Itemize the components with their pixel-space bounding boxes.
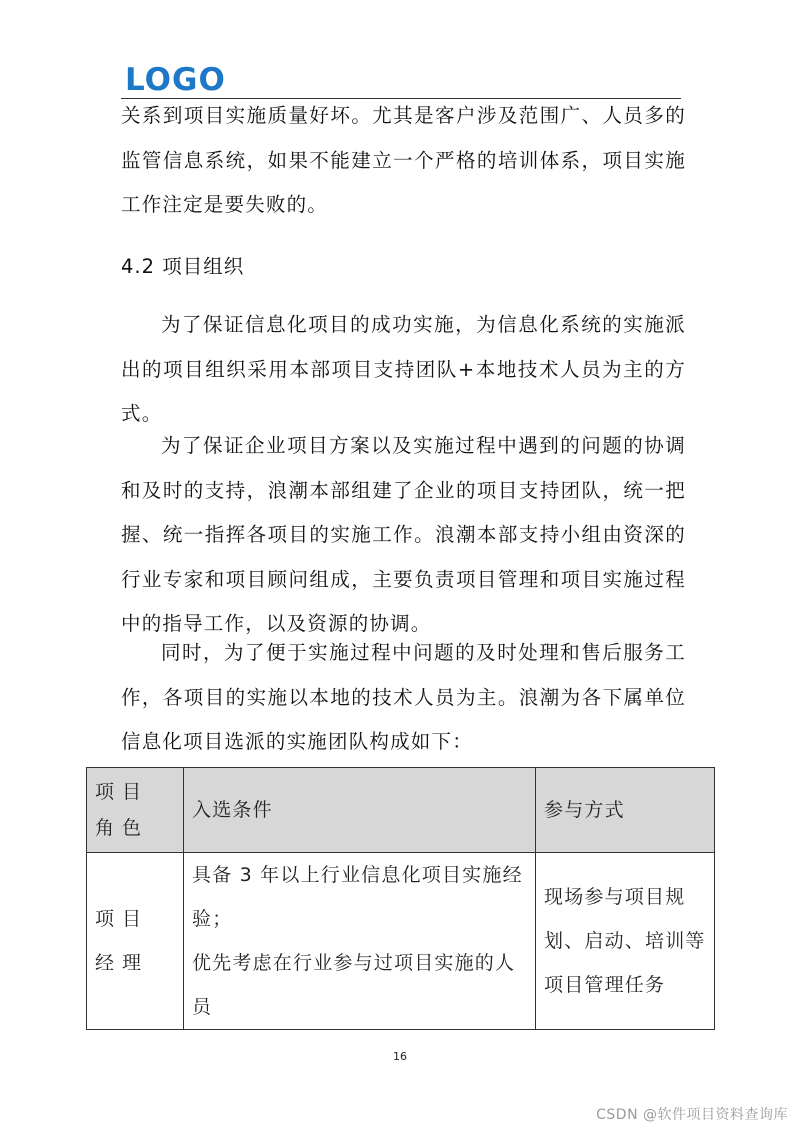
cell-conditions [184,853,536,1030]
header-role: 项目角色 [87,768,184,853]
paragraph-1: 为了保证信息化项目的成功实施，为信息化系统的实施派出的项目组织采用本部项目支持团队+本地技术人员为主的方式。 [121,313,686,426]
cell-role: 项目经理 [87,853,184,1030]
section-heading: 4.2 项目组织 [121,255,245,278]
paragraph-2: 为了保证企业项目方案以及实施过程中遇到的问题的协调和及时的支持，浪潮本部组建了企业的项目支持团队，统一把握、统一指挥各项目的实施工作。浪潮本部支持小组由资深的行业专家和项目顾问组成，主要负责项目管理和项目实施过程中的指导工作，以及资源的协调。 [121,434,686,636]
paragraph-3: 同时，为了便于实施过程中问题的及时处理和售后服务工作，各项目的实施以本地的技术人员为主。浪潮为各下属单位信息化项目选派的实施团队构成如下： [121,641,686,754]
continuation-paragraph: 关系到项目实施质量好坏。尤其是客户涉及范围广、人员多的监管信息系统，如果不能建立一个严格的培训体系，项目实施工作注定是要失败的。 [121,104,686,217]
header-conditions: 入选条件 [184,768,536,853]
logo: LOGO [125,62,226,98]
table-header-row [87,768,715,853]
page-number: 16 [393,1050,407,1063]
header-participation: 参与方式 [536,768,715,853]
cell-participation: 现场参与项目规划、启动、培训等项目管理任务 [536,853,715,1030]
condition-line: 优先考虑在行业参与过项目实施的人员 [192,952,516,1018]
table-row [87,853,715,1030]
condition-line: 具备 3 年以上行业信息化项目实施经验； [192,864,523,930]
team-composition-table [86,767,715,1030]
watermark: CSDN @软件项目资料查询库 [596,1107,788,1123]
